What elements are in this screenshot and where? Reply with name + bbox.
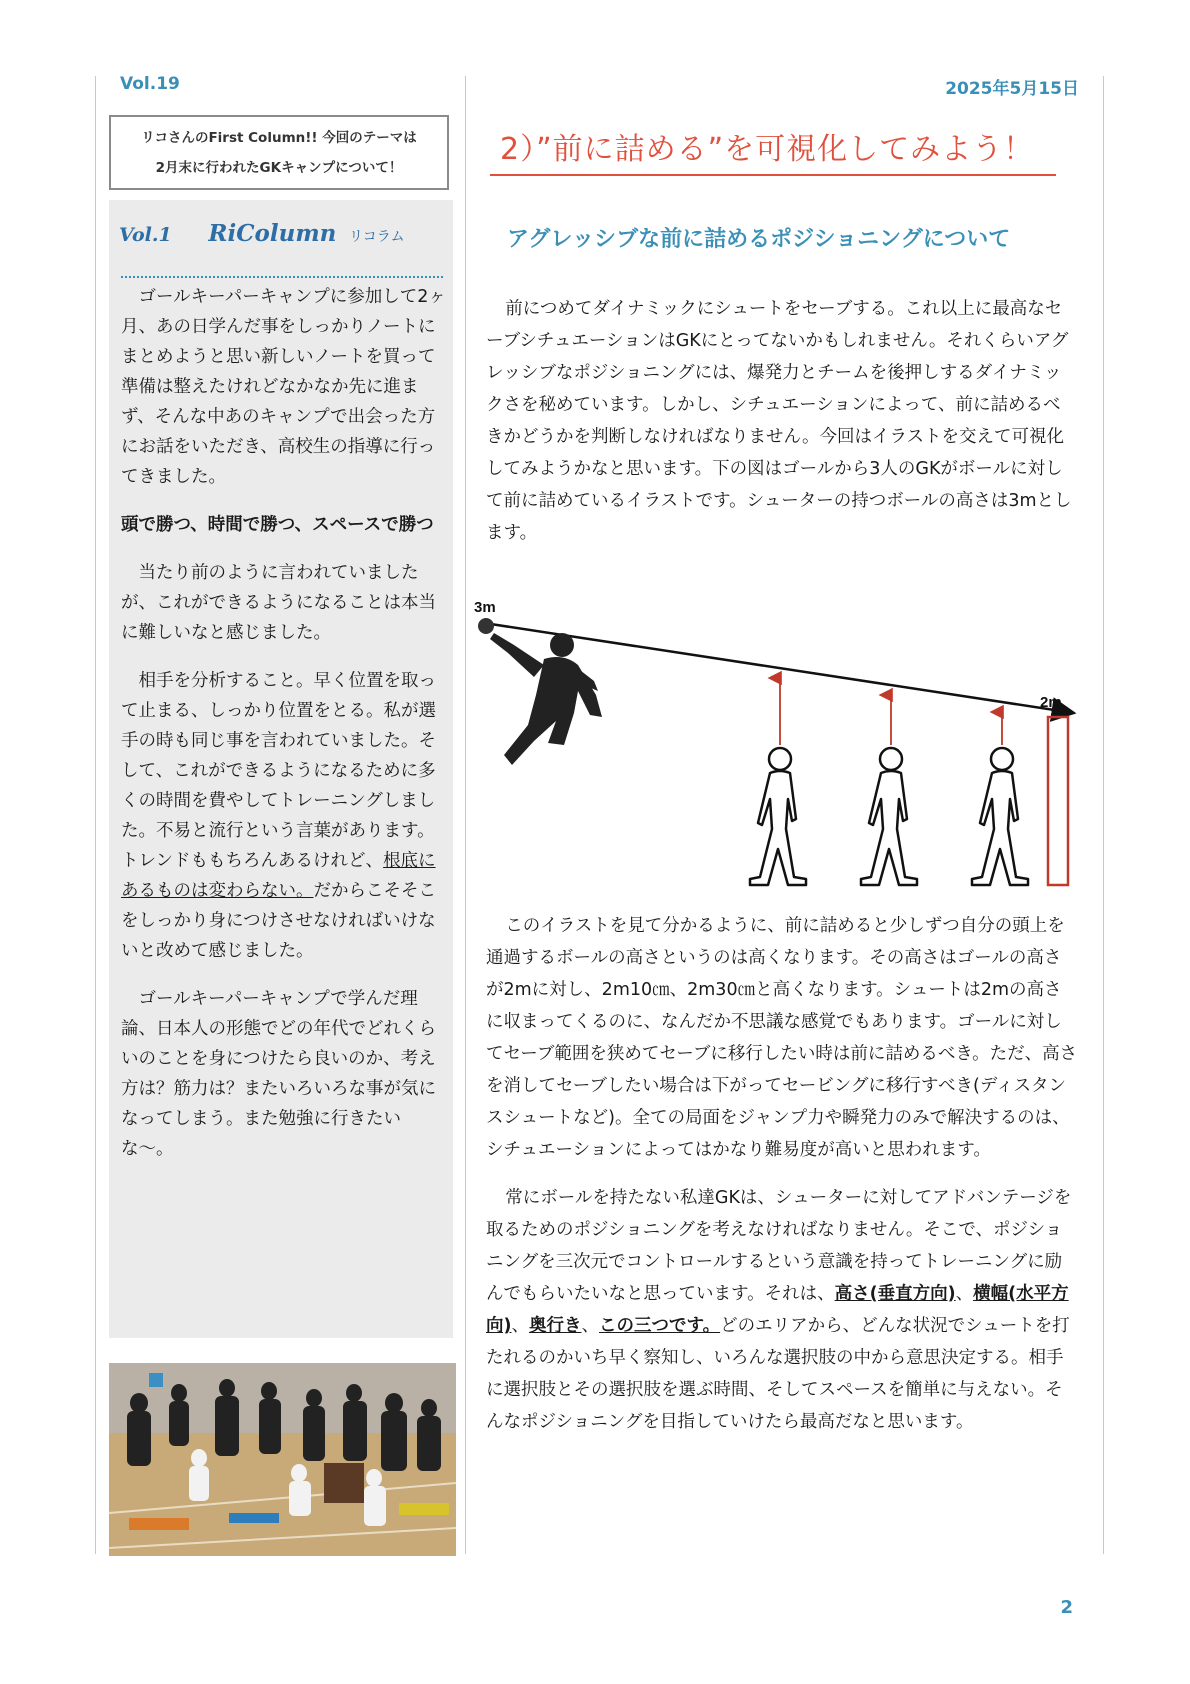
- dotted-divider: [121, 276, 443, 278]
- main-text-1: [486, 293, 1078, 565]
- column-title-text: RiColumn: [208, 220, 337, 247]
- volume-label: Vol.19: [120, 74, 180, 94]
- intro-line-1: リコさんのFirst Column!! 今回のテーマは: [141, 130, 417, 146]
- column-paragraph-3-text-a: 相手を分析すること。早く位置を取って止まる、しっかり位置をとる。私が選手の時も同じ事を言われていました。そして、これができるようになるために多くの時間を費やしてトレーニングしました。不易と流行という言葉があります。トレンドももちろんあるけれど、: [121, 671, 436, 871]
- goalkeeper-figure-3: [972, 748, 1028, 885]
- main-paragraph-1: 前につめてダイナミックにシュートをセーブする。これ以上に最高なセーブシチュエーションはGKにとってないかもしれません。それくらいアグレッシブなポジショニングには、爆発力とチームを後押しするダイナミックさを秘めています。しかし、シチュエーションによって、前に詰めるべきかどうかを判断しなければなりません。今回はイラストを交えて可視化してみようかなと思います。下の図はゴールから3人のGKがボールに対して前に詰めているイラストです。シューターの持つボールの高さは3mとします。: [486, 299, 1072, 543]
- main-paragraph-3-text-b: どのエリアから、どんな状況でシュートを打たれるのかいち早く察知し、いろんな選択肢の中から意思決定する。相手に選択肢とその選択肢を選ぶ時間、そしてスペースを簡単に与えない。そんなポジショニングを目指していけたら最高だなと思います。: [486, 1316, 1070, 1432]
- goalkeeper-figure-1: [750, 748, 806, 885]
- intro-box: [109, 115, 449, 190]
- page-number: 2: [1060, 1597, 1073, 1618]
- goal-post: [1048, 717, 1068, 885]
- main-text-2: [486, 910, 1078, 1454]
- ball-height-label: 3m: [474, 599, 496, 616]
- sub-title: アグレッシブな前に詰めるポジショニングについて: [507, 226, 1011, 252]
- shooter-icon: [490, 633, 602, 765]
- emphasis-three: この三つです。: [599, 1316, 721, 1336]
- issue-date: 2025年5月15日: [945, 79, 1079, 99]
- column-box: [109, 200, 453, 1338]
- emphasis-height: 高さ(垂直方向): [834, 1284, 956, 1304]
- right-margin-line: [1103, 76, 1104, 1554]
- column-title-kana: リコラム: [349, 229, 405, 245]
- column-heading: 頭で勝つ、時間で勝つ、スペースで勝つ: [121, 515, 434, 535]
- column-text: [121, 282, 451, 1182]
- camp-photo: [109, 1363, 456, 1556]
- column-vol-label: Vol.1: [119, 224, 172, 246]
- column-paragraph-3: [121, 666, 451, 966]
- column-paragraph-4: ゴールキーパーキャンプで学んだ理論、日本人の形態でどの年代でどれくらいのことを身につけたら良いのか、考え方は？筋力は？またいろいろな事が気になってしまう。また勉強に行きたいな〜。: [121, 989, 436, 1159]
- main-paragraph-2: このイラストを見て分かるように、前に詰めると少しずつ自分の頭上を通過するボールの高さというのは高くなります。その高さはゴールの高さが2mに対し、2m10㎝、2m30㎝と高くなります。シュートは2mの高さに収まってくるのに、なんだか不思議な感覚でもあります。ゴールに対してセーブ範囲を狭めてセーブに移行したい時は前に詰めるべき。ただ、高さを消してセーブしたい場合は下がってセービングに移行すべき(ディスタンスシュートなど)。全ての局面をジャンプ力や瞬発力のみで解決するのは、シチュエーションによってはかなり難易度が高いと思われます。: [486, 916, 1078, 1160]
- intro-line-2: 2月末に行われたGKキャンプについて！: [155, 160, 403, 176]
- goalkeeper-figure-2: [861, 748, 917, 885]
- emphasis-separator-2: 、: [511, 1316, 529, 1336]
- emphasis-separator-3: 、: [581, 1316, 599, 1336]
- main-paragraph-3-text-a: 常にボールを持たない私達GKは、シューターに対してアドバンテージを取るためのポジショニングを考えなければなりません。そこで、ポジショニングを三次元でコントロールするという意識を持ってトレーニングに励んでもらいたいなと思っています。それは、: [486, 1188, 1072, 1304]
- main-paragraph-3: [486, 1182, 1078, 1438]
- emphasis-depth: 奥行き: [529, 1316, 582, 1336]
- goal-height-label: 2m: [1040, 694, 1062, 711]
- column-underlined-phrase: 根底にあるものは変わらない。: [121, 851, 436, 901]
- emphasis-separator-1: 、: [955, 1284, 974, 1304]
- column-paragraph-2: 当たり前のように言われていましたが、これができるようになることは本当に難しいなと感じました。: [121, 563, 436, 643]
- column-paragraph-3-text-b: だからこそそこをしっかり身につけさせなければいけないと改めて感じました。: [121, 881, 436, 961]
- section-title: 2）”前に詰める”を可視化してみよう！: [490, 124, 1056, 176]
- left-margin-line: [95, 76, 96, 1554]
- camp-photo-illustration: [109, 1363, 456, 1556]
- column-title: [119, 220, 405, 247]
- column-divider-line: [465, 76, 466, 1554]
- positioning-diagram: [474, 595, 1094, 895]
- column-paragraph-1: ゴールキーパーキャンプに参加して2ヶ月、あの日学んだ事をしっかりノートにまとめようと思い新しいノートを買って準備は整えたけれどなかなか先に進まず、そんな中あのキャンプで出会った方にお話をいただき、高校生の指導に行ってきました。: [121, 287, 446, 487]
- ball-icon: [478, 618, 494, 634]
- emphasis-width: 横幅(水平方向): [486, 1284, 1069, 1336]
